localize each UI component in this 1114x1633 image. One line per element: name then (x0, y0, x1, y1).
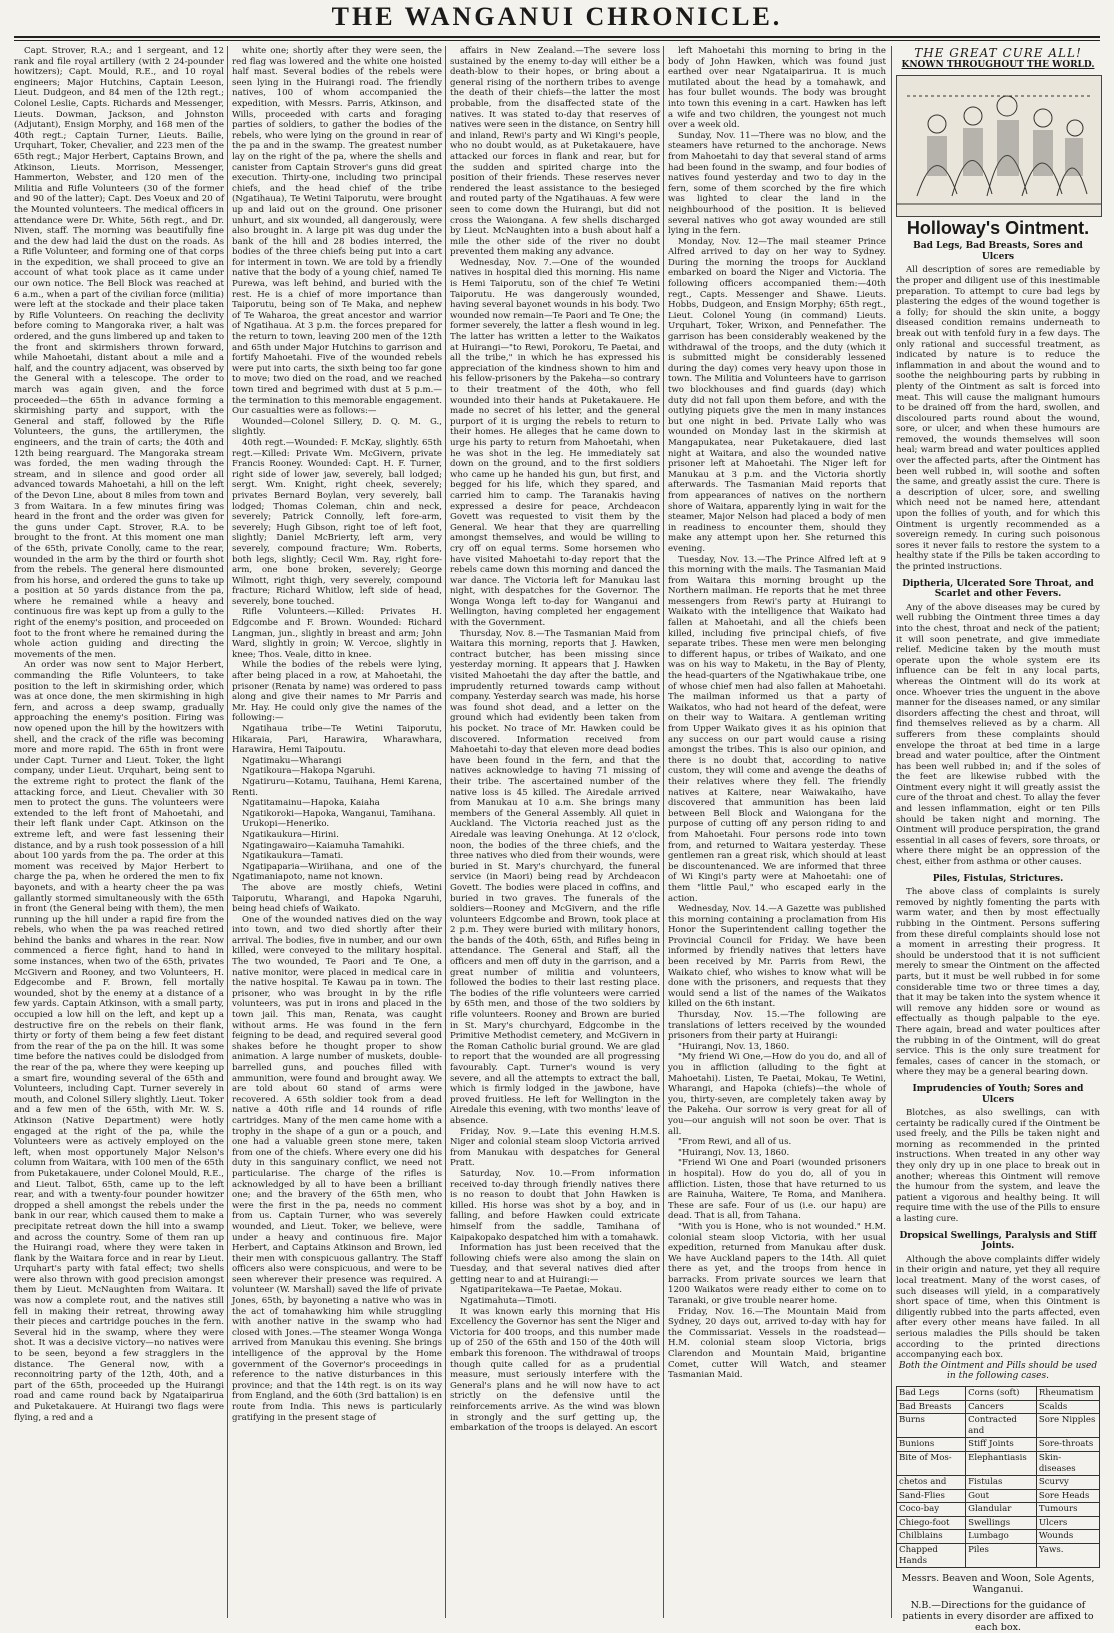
table-cell: Contracted and (966, 1414, 1037, 1438)
advert-section-heading: Bad Legs, Bad Breasts, Sores and Ulcers (913, 241, 1083, 262)
table-cell: Sand-Flies (897, 1489, 966, 1503)
column-4 (668, 46, 886, 1618)
article-paragraph: Ngatikoroki—Hapoka, Wanganui, Tamihana. (242, 808, 436, 819)
advert-section-text: The above class of complaints is surely removed by nightly fomenting the parts with warm water, and then by most effectually rubbing in the Ointment. Persons suffering from these direful complaints should lose not a moment in arresting their progress. It should be understood that it is not sufficient merely to smear the Ointment on the affected parts, but it must be well rubbed in for some considerable time two or three times a day, that it may be taken into the system whence it will remove any hidden sore or wound as effectually as though palpable to the eye. There again, bread and water poultices after the rubbing in of the Ointment, will do great service. This is the only sure treatment for females, cases of cancer in the stomach, or where they may be a general bearing down. (896, 887, 1100, 1078)
article-paragraph: Ngatitamainu—Hapoka, Kaiaha (242, 798, 380, 809)
advert-section-text: All description of sores are remediable by the proper and diligent use of this inestimable preparation. To attempt to cure bad legs by plastering the edges of the wound together is a folly; for should the skin unite, a boggy diseased condition remains underneath to break out with tenfold fury in a few days. The only rational and successful treatment, as indicated by nature is to reduce the inflammation in and about the wound and to soothe the neighbouring parts by rubbing in plenty of the Ointment as salt is forced into meat. This will cause the malignant humours to be drained off from the hard, swollen, and discoloured parts round about the wound, sore, or ulcer, and when these humours are removed, the wounds themselves will soon heal; warm bread and water poultices applied over the affected parts, after the Ointment has been well rubbed in, will soothe and soften the same, and greatly assist the cure. There is a description of ulcer, sore, and swelling which need not be named here, attendant upon the follies of youth, and for which this Ointment is urgently recommended as a sovereign remedy. In curing such poisonous sores it never fails to restore the system to a healthy state if the Pills be taken according to the printed instructions. (896, 265, 1101, 572)
article-paragraph: An order was now sent to Major Herbert, commanding the Rifle Volunteers, to take position to the left in skirmishing order, which was at once done, the men skirmishing in high fern, and across a deep swamp, gradually approaching the enemy's position. Firing was now opened upon the hill by the howitzers with shell, and the crack of the rifle was becoming more and more rapid. The 65th in front were under Capt. Turner and Lieut. Toker, the light company, under Lieut. Urquhart, being sent to the extreme right to protect the flank of the attacking force, and Lieut. Chevalier with 30 men to protect the guns. The volunteers were extended to the left front of Mahoetahi, and their left flank under Capt. Atkinson on the extreme left, and were fast lessening their distance, and by a rush took possession of a hill about 100 yards from the pa. The order at this moment was received by Major Herbert to charge the pa, when he ordered the men to fix bayonets, and with a hearty cheer the pa was gallantly stormed simultaneously with the 65th in front (the General being with them), the men running up the hill under a rapid fire from the rebels, who when the pa was reached retired behind the banks and whares in the rear. Now commenced a fierce fight, hand to hand in some instances, when two of the 65th, privates McGivern and Rooney, and two Volunteers, H. Edgecombe and F. Brown, fell mortally wounded, shot by the enemy at a distance of a few yards. Captain Atkinson, with a small party, occupied a low hill on the left, and kept up a destructive fire on the rebels on their flank, thirty or forty of them being a few feet distant from the rear of the pa on the hill. It was some time before the natives could be dislodged from the rear of the pa, where they were keeping up a smart fire, wounding several of the 65th and Volunteers, including Capt. Turner severely in mouth, and Colonel Sillery slightly. Lieut. Toker and a few men of the 65th, with Mr. W. S. Atkinson (Native Department) were hotly engaged at the right of the pa, while the Volunteers were as actively employed on the left, when most opportunely Major Nelson's column from Waitara, with 100 men of the 65th from Puketakauere, under Colonel Mould, R.E., and Lieut. Talbot, 65th, came up to the left rear, and with a twenty-four pounder howitzer dropped a shell amongst the rebels under the bank in our rear, which caused them to make a precipitate retreat down the hill into a swamp and across the country. Some of them ran up the Huirangi road, where they were taken in flank by the Waitara force and in rear by Lieut. Urquhart's party with fatal effect; two shells were also thrown with good precision amongst them by Lieut. McNaughten from Waitara. It was now a complete rout, and the natives still fell in making their retreat, throwing away their pieces and cartridge pouches in the fern. Several hid in the swamp, where they were shot. It was a decisive victory—no natives were to be seen, beyond a few stragglers in the distance. The General now, with a reconnoitring party of the 12th, 40th, and a part of the 65th, proceeded up the Huirangi road and came round back by Ngataiparirua and Puketakauere. At Huirangi two flags were flying, a red and a (14, 660, 224, 1423)
article-paragraph: One of the wounded natives died on the way into town, and two died shortly after their arrival. The bodies, five in number, and our own killed, were conveyed to the military hospital. The two wounded, Te Paori and Te One, a native monitor, were placed in medical care in the native hospital. Te Kawau pa in town. The prisoner, who was brought in by the rifle volunteers, was put in irons and placed in the town jail. This man, Renata, was caught without arms. He was found in the fern feigning to be dead, and required several good shakes before he thought proper to show animation. A large number of muskets, double-barrelled guns, and pouches filled with ammunition, were found and brought away. We are told about 60 stand of arms were recovered. A 65th soldier took from a dead native a 40th rifle and 14 rounds of rifle cartridges. Many of the men came home with a trophy in the shape of a gun or a pouch, and one had a valuable green stone mere, taken from one of the chiefs. Where every one did his duty in this sanguinary conflict, we need not particularise. The charge of the rifles is acknowledged by all to have been a brilliant one; and the bravery of the 65th men, who were the first in the pa, needs no comment from us. Captain Turner, who was severely wounded, and Lieut. Toker, we believe, were under a heavy and continuous fire. Major Herbert, and Captains Atkinson and Brown, led their men with conspicuous gallantry. The Staff officers also were conspicuous, and were to be seen wherever their presence was required. A volunteer (W. Marshall) saved the life of private Jones, 65th, by bayoneting a native who was in the act of tomahawking him while struggling with another native in the swamp who had closed with Jones.—The steamer Wonga Wonga arrived from Manukau this evening. She brings intelligence of the approval by the Home government of the Governor's proceedings in reference to the native disturbances in this province; and that the 14th regt. is on its way from England, and the 60th (3rd battalion) is en route from India. This news is particularly gratifying in the present stage of (232, 914, 442, 1423)
article-paragraph: "My friend Wi One,—How do you do, and all of you in affliction (alluding to the fight at Mahoetahi). Listen, Te Paetai, Mokau, Te Wetini, Wharangi, and Hapoka (chiefs)—the whole of you, thirty-seven, are completely taken away by the Pakeha. Our sorrow is very great for all of you—our anguish will not soon be over. That is all. (668, 1052, 886, 1137)
article-paragraph: The above are mostly chiefs, Wetini Taiporutu, Wharangi, and Hapoka Ngaruhi, being head chiefs of Waikato. (232, 882, 442, 915)
advert-headline: THE GREAT CURE ALL! (914, 46, 1082, 60)
table-cell: Piles (966, 1544, 1037, 1568)
column-divider (445, 46, 446, 1618)
table-cell: Wounds (1036, 1530, 1099, 1544)
table-cell: Chilblains (897, 1530, 966, 1544)
table-cell: Rheumatism (1036, 1386, 1099, 1400)
article-paragraph: Ngatimaku—Wharangi (242, 755, 342, 766)
table-cell: Bad Breasts (897, 1400, 966, 1414)
advert-section-text: Although the above complaints differ widely in their origin and nature, yet they all require local treatment. Many of the worst cases, of such diseases will yield, in a comparatively short space of time, when this Ointment is diligently rubbed into the parts affected, even after every other means have failed. In all serious maladies the Pills should be taken according to the printed directions accompanying each box. (896, 1254, 1100, 1361)
table-row (897, 1489, 1100, 1503)
article-paragraph: Ngatikoura—Hakopa Ngaruhi. (242, 766, 376, 777)
table-row (897, 1414, 1100, 1438)
column-divider (663, 46, 664, 1618)
article-paragraph: "Huirangi, Nov. 13, 1860. (678, 1041, 790, 1052)
article-paragraph: Sunday, Nov. 11—There was no blow, and the steamers have returned to the anchorage. News from Mahoetahi to day that several stand of arms had been found in the swamp, and four bodies of natives found yesterday and two to day in the fern, some of them scorched by the fire which was lighted to clear the land in the neighbourhood of the position. It is believed several natives who got away wounded are still lying in the fern. (668, 130, 886, 237)
table-cell: Lumbago (966, 1530, 1037, 1544)
article-paragraph: Ngatiparitekawa—Te Paetae, Mokau. (460, 1285, 622, 1296)
table-cell: Coco-bay (897, 1503, 966, 1517)
article-paragraph: Ngatikaukura—Tamati. (242, 851, 344, 862)
advert-brand: Holloway's Ointment. (906, 217, 1090, 238)
table-cell: Gout (966, 1489, 1037, 1503)
article-paragraph: Information has just been received that the following chiefs were also among the slain on Tuesday, and that several natives died after getting near to and at Huirangi:— (450, 1243, 660, 1285)
table-cell: Yaws. (1036, 1544, 1099, 1568)
article-paragraph: white one; shortly after they were seen, the red flag was lowered and the white one hoisted half mast. Several bodies of the rebels were seen lying in the Huirangi road. The friendly natives, 100 of whom accompanied the expedition, with Messrs. Parris, Atkinson, and Wills, proceeded with carts and foraging parties of soldiers, to gather the bodies of the rebels, who were lying on the ground in rear of the pa and in the swamp. The greatest number lay on the right of the pa, where the shells and canister from Captain Strover's guns did great execution. Thirty-one, including two principal chiefs, and the head chief of the tribe (Ngatihaua), Te Wetini Taiporutu, were brought up and laid out on the ground. One prisoner unhurt, and six wounded, all dangerously, were also brought in. A large pit was dug under the bank of the hill and 28 bodies interred, the bodies of the three chiefs being put into a cart for interment in town. We are told by a friendly native that the body of a young chief, named Te Purewa, was left behind, and buried with the rest. He is a chief of more importance than Taiporutu, being son of Te Maka, and nephew of Te Waharoa, the great ancestor and warrior of Ngatihaua. At 3 p.m. the forces prepared for the return to town, leaving 200 men of the 12th and 65th under Major Hutchins to garrison and fortify Mahoetahi. Five of the wounded rebels were put into carts, the sixth being too far gone to move; two died on the road, and we reached town tired and begrimed with dust at 5 p.m.—the termination to this memorable engagement. Our casualties were as follows:— (232, 46, 442, 417)
table-cell: Scurvy (1036, 1476, 1099, 1490)
article-paragraph: "From Rewi, and all of us. (678, 1137, 792, 1148)
table-cell: Burns (897, 1414, 966, 1438)
advert-section-text: Blotches, as also swellings, can with certainty be radically cured if the Ointment be used freely, and the Pills be taken night and morning as recommended in the printed instructions. When treated in any other way they only dry up in one place to break out in another; whereas this Ointment will remove the humour from the system, and leave the patient a vigorous and healthy being. It will require time with the use of the Pills to ensure a lasting cure. (896, 1108, 1100, 1225)
article-paragraph: Capt. Strover, R.A.; and 1 sergeant, and 12 rank and file royal artillery (with 2 24-pounder howitzers); Capt. Mould, R.E., and 10 royal engineers; Major Hutchins, Captain Leeson, Lieut. Dudgeon, and 84 men of the 12th regt.; Colonel Leslie, Capts. Richards and Messenger, Lieuts. Dowman, Jackson, and Johnston (Adjutant), Ensign Morphy, and 168 men of the 40th regt.; Captain Turner, Lieuts. Bailie, Urquhart, Toker, Chevalier, and 223 men of the 65th regt.; Major Herbert, Captains Brown, and Atkinson, Lieuts. Morrison, Messenger, Hammerton, Webster, and 120 men of the Militia and Rifle Volunteers (30 of the former and 90 of the latter); Capt. Des Voeux and 20 of the Mounted volunteers. The medical officers in attendance were Dr. White, 56th regt., and Dr. Niven, staff. The morning was beautifully fine and the dew had laid the dust on the roads. As a Rifle Volunteer, and forming one of that corps in the expedition, we shall proceed to give an account of what took place as it came under our own notice. The Bell Block was reached at 6 a.m., when a part of the civilian force (militia) were left at the stockade and their place taken by Rifle Volunteers. On reaching the declivity before coming to Mangoraka river, a halt was ordered, and the guns limbered up and taken to the front and skirmishers thrown forward, while Mahoetahi, distant about a mile and a half, and the country adjacent, was observed by the General with a telescope. The order to march was again given, and the force proceeded—the 65th in advance forming a skirmishing party and support, with the General and staff, followed by the Rifle Volunteers, the guns, the artillerymen, the engineers, and the train of carts; the 40th and 12th being rearguard. The Mangoraka stream was forded, the men wading through the stream, and in silence and good order all advanced towards Mahoetahi, a hill on the left of the Devon Line, about 8 miles from town and 3 from Waitara. In a few minutes firing was heard in the front and the order was given for the guns under Capt. Strover, R.A. to be brought to the front. At this moment one man of the 65th, private Conolly, came to the rear, wounded in the arm by the third or fourth shot from the rebels. The general here dismounted from his horse, and ordered the guns to take up a position at 50 yards distance from the pa, where he remained while a heavy and continuous fire was kept up from a gully to the right of the enemy's position, and proceeded on foot to the front where he remained during the whole action guiding and directing the movements of the men. (14, 46, 224, 660)
column-2 (232, 46, 442, 1618)
advert-section-heading: Diptheria, Ulcerated Sore Throat, and Scarlet and other Fevers. (902, 578, 1094, 600)
table-cell: Ulcers (1036, 1516, 1099, 1530)
masthead-rule-thin (14, 40, 1100, 41)
article-paragraph: Thursday, Nov. 15.—The following are translations of letters received by the wounded prisoners from their party at Huirangi: (668, 1010, 886, 1042)
table-cell: Cancers (966, 1400, 1037, 1414)
advert-engraving-image (896, 75, 1102, 217)
table-cell: Sore-throats (1036, 1438, 1099, 1452)
table-cell: Fistulas (966, 1476, 1037, 1490)
table-row (897, 1544, 1100, 1568)
column-1 (14, 46, 224, 1618)
article-paragraph: "Friend Wi One and Poari (wounded prisoners in hospital). How do you do, all of you in affliction. Listen, those that have returned to us are Rainuha, Waitere, Te Roma, and Manihera. These are safe. Four of us (i.e. our hapu) are dead. That is all, from Tahana. (668, 1158, 886, 1222)
article-paragraph: 40th regt.—Wounded: F. McKay, slightly. 65th regt.—Killed: Private Wm. McGivern, private Francis Rooney. Wounded: Capt. H. F. Turner, right side of lower jaw, severely, ball lodged; sergt. Wm. Knight, right cheek, severely; privates Bernard Boylan, very severely, ball lodged; Thomas Coleman, chin and neck, severely; Patrick Connolly, left fore-arm, severely; Hugh Gibson, right toe of left foot, slightly; Daniel McBrierty, left arm, very severely, compound fracture; Wm. Roberts, both legs, slightly; Cecil Wm. Ray, right fore-arm, one bone broken, severely; George Wilmott, right thigh, very severely, compound fracture; Richard Whitlow, left side of head, severely, bone touched. (232, 437, 442, 607)
advert-agents: Messrs. Beaven and Woon, Sole Agents, Wanganui. (901, 1573, 1095, 1595)
article-paragraph: left Mahoetahi this morning to bring in the body of John Hawken, which was found just earthed over near Ngataiparirua. It is much mutilated about the head by a tomahawk, and has four bullet wounds. The body was brought into town this evening in a cart. Hawken has left a wife and two children, the youngest not much over a week old. (668, 46, 886, 131)
table-cell: Bite of Mos- (897, 1451, 966, 1475)
advert-section-heading: Imprudencies of Youth; Sores and Ulcers (912, 1083, 1084, 1105)
article-paragraph: Friday, Nov. 16.—The Mountain Maid from Sydney, 20 days out, arrived to-day with hay for the Commissariat. Vessels in the roadstead—H.M. colonial steam sloop Victoria, brigs Clarendon and Mountain Maid, brigantine Comet, cutter Will Watch, and steamer Tasmanian Maid. (668, 1306, 886, 1381)
article-paragraph: Thursday, Nov. 8.—The Tasmanian Maid from Waitara this morning, reports that J. Hawken, contract butcher, has been missing since yesterday morning. It appears that J. Hawken visited Mahoetahi the day after the battle, and imprudently returned towards camp without company. Yesterday search was made, his horse was found shot dead, and a letter on the ground which had evidently been taken from his pocket. No trace of Mr. Hawken could be discovered. Information received from Mahoetahi to-day that eleven more dead bodies have been found in the fern, and that the natives acknowledge to having 71 missing of their tribe. The ascertained number of the native loss is 45 killed. The Airedale arrived from Manukau at 10 a.m. She brings many members of the General Assembly. All quiet in Auckland. The Victoria reached just as the Airedale was leaving Onehunga. At 12 o'clock, noon, the bodies of the three chiefs, and the three natives who died from their wounds, were buried in St. Mary's churchyard, the funeral service (in Maori) being read by Archdeacon Govett. The bodies were placed in coffins, and buried in two graves. The funerals of the soldiers—Rooney and McGivern, and the rifle volunteers Edgcombe and Brown, took place at 2 p.m. They were buried with military honors, the bands of the 40th, 65th, and Rifles being in attendance. The General and Staff, all the officers and men off duty in the garrison, and a great number of militia and volunteers, followed the bodies to their last resting place. The bodies of the rifle volunteers were carried by 65th men, and those of the two soldiers by rifle volunteers. Rooney and Brown are buried in St. Mary's churchyard, Edgcombe in the Primitive Methodist cemetery, and McGivern in the Roman Catholic burial ground. We are glad to report that the wounded are all progressing favourably. Capt. Turner's wound is very severe, and all the attempts to extract the ball, which is firmly lodged in the jawbone, have proved fruitless. He left for Wellington in the Airedale this evening, with two months' leave of absence. (450, 628, 660, 1126)
ailments-table (896, 1386, 1100, 1568)
article-paragraph: "With you is Hone, who is not wounded." H.M. colonial steam sloop Victoria, with her usual expedition, returned from Manukau after dusk. We have Auckland papers to the 14th. All quiet there as yet, and the troops from hence in barracks. From private sources we learn that 1200 Waikatos were ready either to come on to Taranaki, or give trouble nearer home. (668, 1221, 886, 1307)
table-row (897, 1451, 1100, 1475)
advert-column (896, 46, 1101, 1633)
table-row (897, 1386, 1100, 1400)
table-row (897, 1400, 1100, 1414)
table-row (897, 1503, 1100, 1517)
table-cell: Tumours (1036, 1503, 1099, 1517)
table-cell: Elephantiasis (966, 1451, 1037, 1475)
article-paragraph: Saturday, Nov. 10.—From information received to-day through friendly natives there is no reason to doubt that John Hawken is killed. His horse was shot by a boy, and in falling, and before Hawken could extricate himself from the saddle, Tamihana of Kaipakopako despatched him with a tomahawk. (450, 1168, 660, 1243)
advert-sections (896, 241, 1100, 1361)
table-cell: Sore Nipples (1036, 1414, 1099, 1438)
table-cell: Chiego-foot (897, 1516, 966, 1530)
table-cell: Glandular (966, 1503, 1037, 1517)
article-paragraph: Ngatihaua tribe—Te Wetini Taiporutu, Hikaraia, Pari, Harawira, Wharawhara, Harawira, Hemi Taipoutu. (232, 724, 442, 756)
table-row (897, 1530, 1100, 1544)
article-paragraph: "Huirangi, Nov. 13, 1860. (678, 1147, 790, 1158)
article-paragraph: Urukopi—Heneriko. (242, 819, 330, 830)
article-paragraph: Ngatingawairo—Kaiamuha Tamahiki. (242, 840, 405, 851)
table-row (897, 1438, 1100, 1452)
article-paragraph: Monday, Nov. 12—The mail steamer Prince Alfred arrived to day on her way to Sydney. During the morning the troops for Auckland embarked on board the Niger and Victoria. The following officers accompanied them:—40th regt., Capts. Messenger and Shawe. Lieuts. Hobbs, Dudgeon, and Ensign Morphy; 65th regt., Lieut. Colonel Young (in command) Lieuts. Urquhart, Toker, Wrixon, and Pennefather. The garrison has been considerably weakened by the withdrawal of the troops, and the duty (which it is submitted might be considerably lessened during the day) comes very heavy upon those in town. The Militia and Volunteers have to garrison two blockhouses and find guards (day) which duty did not fall upon them before, and with the outlying piquets give the men in many instances but one night in bed. Private Lally who was wounded on Monday last in the skirmish at Mangapukatea, near Puketakauere, died last night at Waitara, and also the wounded native prisoner left at Mahoetahi. The Niger left for Manukau at 3 p.m. and the Victoria shortly afterwards. The Tasmanian Maid reports that from appearances of natives on the northern shore of Waitara, apparently lying in wait for the steamer, Major Nelson had placed a body of men in readiness to encounter them, should they make any attempt upon her. She returned this evening. (668, 236, 886, 554)
table-cell: Stiff Joints (966, 1438, 1037, 1452)
column-divider (227, 46, 228, 1618)
table-row (897, 1516, 1100, 1530)
table-cell: Sore Heads (1036, 1489, 1099, 1503)
table-cell: chetos and (897, 1476, 966, 1490)
table-row (897, 1476, 1100, 1490)
table-cell: Corns (soft) (966, 1386, 1037, 1400)
article-paragraph: While the bodies of the rebels were lying, after being placed in a row, at Mahoetahi, the prisoner (Renata by name) was ordered to pass along and give their names to Mr Parris and Mr. Hay. He could only give the names of the following:— (232, 660, 442, 724)
table-cell: Scalds (1036, 1400, 1099, 1414)
advert-section-heading: Piles, Fistulas, Strictures. (932, 873, 1064, 884)
masthead: THE WANGANUI CHRONICLE. (331, 2, 783, 31)
article-paragraph: Ngatiruru—Kotamu, Tauihana, Hemi Karena, Renti. (232, 776, 442, 798)
advert-subheadline: KNOWN THROUGHOUT THE WORLD. (901, 60, 1095, 70)
article-paragraph: Ngatikaukura—Hirini. (242, 829, 339, 840)
table-cell: Swellings (966, 1516, 1037, 1530)
article-paragraph: Wednesday, Nov. 7.—One of the wounded natives in hospital died this morning. His name is Hemi Taiporutu, son of the chief Te Wetini Taiporutu. He was dangerously wounded, having several bayonet wounds in his body. Two wounded now remain—Te Paori and Te One; the former severely, the latter a flesh wound in leg. The latter has written a letter to the Waikatos at Huirangi—"to Rewi, Porokoru, Te Paetai, and all the tribe," in which he has expressed his appreciation of the kindness shown to him and his fellow-prisoners by the Pakeha—so contrary to their treatment of the 40th, who fell wounded into their hands at Puketakauere. He made no secret of his letter, and the general purport of it is urging the rebels to return to their homes. He alleges that he came down to urge his party to return from Mahoetahi, when he was shot in the leg. He immediately sat down on the ground, and to the first soldiers who came up he handed his gun, but first, and begged for his life, which they spared, and carried him to camp. The Taranakis having expressed a desire for peace, Archdeacon Govett was requested to visit them by the General. We hear that they are quarrelling amongst themselves, and would be willing to cry off on equal terms. Some horsemen who have visited Mahoetahi to-day report that the rebels came down this morning and danced the war dance. The Victoria left for Manukau last night, with despatches for the Governor. The Wonga Wonga left to-day for Wanganui and Wellington, having completed her engagement with the Government. (450, 257, 660, 629)
table-cell: Skin-diseases (1036, 1451, 1099, 1475)
table-cell: Bad Legs (897, 1386, 966, 1400)
article-paragraph: Rifle Volunteers.—Killed: Privates H. Edgcombe and F. Brown. Wounded: Richard Langman, jun., slightly in breast and arm; John Ward, slightly in groin; W. Vercoe, slightly in knee; Thos. Veale, ditto in knee. (232, 607, 442, 660)
article-paragraph: Tuesday, Nov. 13.—The Prince Alfred left at 9 this morning with the mails. The Tasmanian Maid from Waitara this morning brought up the Northern mailman. He reports that he met three messengers from Rewi's party at Huirangi to Waikato with the intelligence that Waikato had fallen at Mahoetahi, and all the chiefs been killed, including five principal chiefs, of five separate tribes. These men were men belonging to different hapus, or tribes of Waikato, and one was on his way to Maketu, in the Bay of Plenty, the head-quarters of the Ngatiwhakaue tribe, one of whose chief men had also fallen at Mahoetahi. The mailman informed us that a party of Waikatos, who had not heard of the defeat, were on their way to Waitara. A gentleman writing from Upper Waikato gives it as his opinion that any success on our part would cause a rising amongst the tribes. This is also our opinion, and there is no doubt that, according to native custom, they will come and avenge the deaths of their relatives where they fell. The friendly natives at Kaitere, near Waiwakaiho, have discovered that ammunition has been laid between Bell Block and Waiongana for the purpose of cutting off any person riding to and from Mahoetahi. Four persons rode into town from, and returned to Waitara yesterday. These gentlemen ran a great risk, which should at least be discountenanced. We are informed that three of Wi Kingi's party were at Mahoetahi: one of them "little Paul," who escaped early in the action. (668, 554, 886, 904)
advert-section-heading: Dropsical Swellings, Paralysis and Stiff Joints. (899, 1230, 1097, 1252)
column-divider (891, 46, 892, 1618)
article-paragraph: Friday, Nov. 9.—Late this evening H.M.S. Niger and colonial steam sloop Victoria arrived from Manukau with despatches for General Pratt. (450, 1126, 660, 1169)
article-paragraph: Wednesday, Nov. 14.—A Gazette was published this morning containing a proclamation from His Honor the Superintendent calling together the Provincial Council for Friday. We have been informed by friendly natives that letters have been received by Mr. Parris from Rewi, the Waikato chief, who wishes to know what will be done with the prisoners, and requests that they would send a list of the names of the Waikatos killed on the 6th instant. (668, 904, 886, 1010)
advert-section-text: Any of the above diseases may be cured by well rubbing the Ointment three times a day into the chest, throat and neck of the patient; it will soon penetrate, and give immediate relief. Medicine taken by the mouth must operate upon the whole system ere its influence can be felt in any local parts, whereas the Ointment will do its work at once. Whoever tries the unguent in the above manner for the diseases named, or any similar disorders affecting the chest and throat, will find themselves relieved as by a charm. All sufferers from these complaints should envelope the throat at bed time in a large bread and water poultice, after the Ointment has been well rubbed in; and if the soles of the feet are likewise rubbed with the Ointment every night it will greatly assist the cure of the throat and chest. To allay the fever and lessen inflammation, eight or ten Pills should be taken night and morning. The Ointment will produce perspiration, the grand essential in all cases of fevers, sore throats, or where there might be an oppression of the chest, either from asthma or other causes. (896, 602, 1100, 868)
advert-table-caption: Both the Ointment and Pills should be used in the following cases. (898, 1360, 1098, 1382)
column-3 (450, 46, 660, 1618)
article-paragraph: It was known early this morning that His Excellency the Governor has sent the Niger and Victoria for 400 troops, and this number made up of 250 of the 65th and 150 of the 40th will embark this forenoon. The withdrawal of troops though quite called for as a prudential measure, must seriously interfere with the General's plans and he will now have to act strictly on the defensive until the reinforcements arrive. As the wind was blown in strongly and the surf getting up, the embarkation of the troops is delayed. An escort (450, 1306, 660, 1434)
article-paragraph: Ngatimahuta—Timoti. (460, 1296, 557, 1307)
masthead-rule (14, 36, 1100, 38)
table-cell: Bunions (897, 1438, 966, 1452)
table-cell: Chapped Hands (897, 1544, 966, 1568)
article-paragraph: Wounded—Colonel Sillery, D. Q. M. G., slightly. (232, 416, 442, 438)
article-paragraph: Ngatipaparia—Wiriihana, and one of the Ngatimaniapoto, name not known. (232, 861, 442, 883)
advert-note: N.B.—Directions for the guidance of patients in every disorder are affixed to each box. (902, 1600, 1094, 1633)
article-paragraph: affairs in New Zealand.—The severe loss sustained by the enemy to-day will either be a death-blow to their hopes, or bring about a general rising of the northern tribes to avenge the death of their chiefs—the latter the most probable, from the disaffected state of the natives. It was stated to-day that reserves of natives were seen in the distance, on Sentry hill and inland, Rewi's party and Wi Kingi's people, who no doubt would, as at Puketakauere, have attacked our forces in flank and rear, but for the sudden and spirited charge into the position of their friends. These reserves never rendered the least assistance to the besieged and routed party of the Ngatihauas. A few were seen to come down the Huirangi, but did not cross the Waiongana. A few shells discharged by Lieut. McNaughten into a bush about half a mile the other side of the river no doubt prevented them making any advance. (450, 46, 660, 258)
